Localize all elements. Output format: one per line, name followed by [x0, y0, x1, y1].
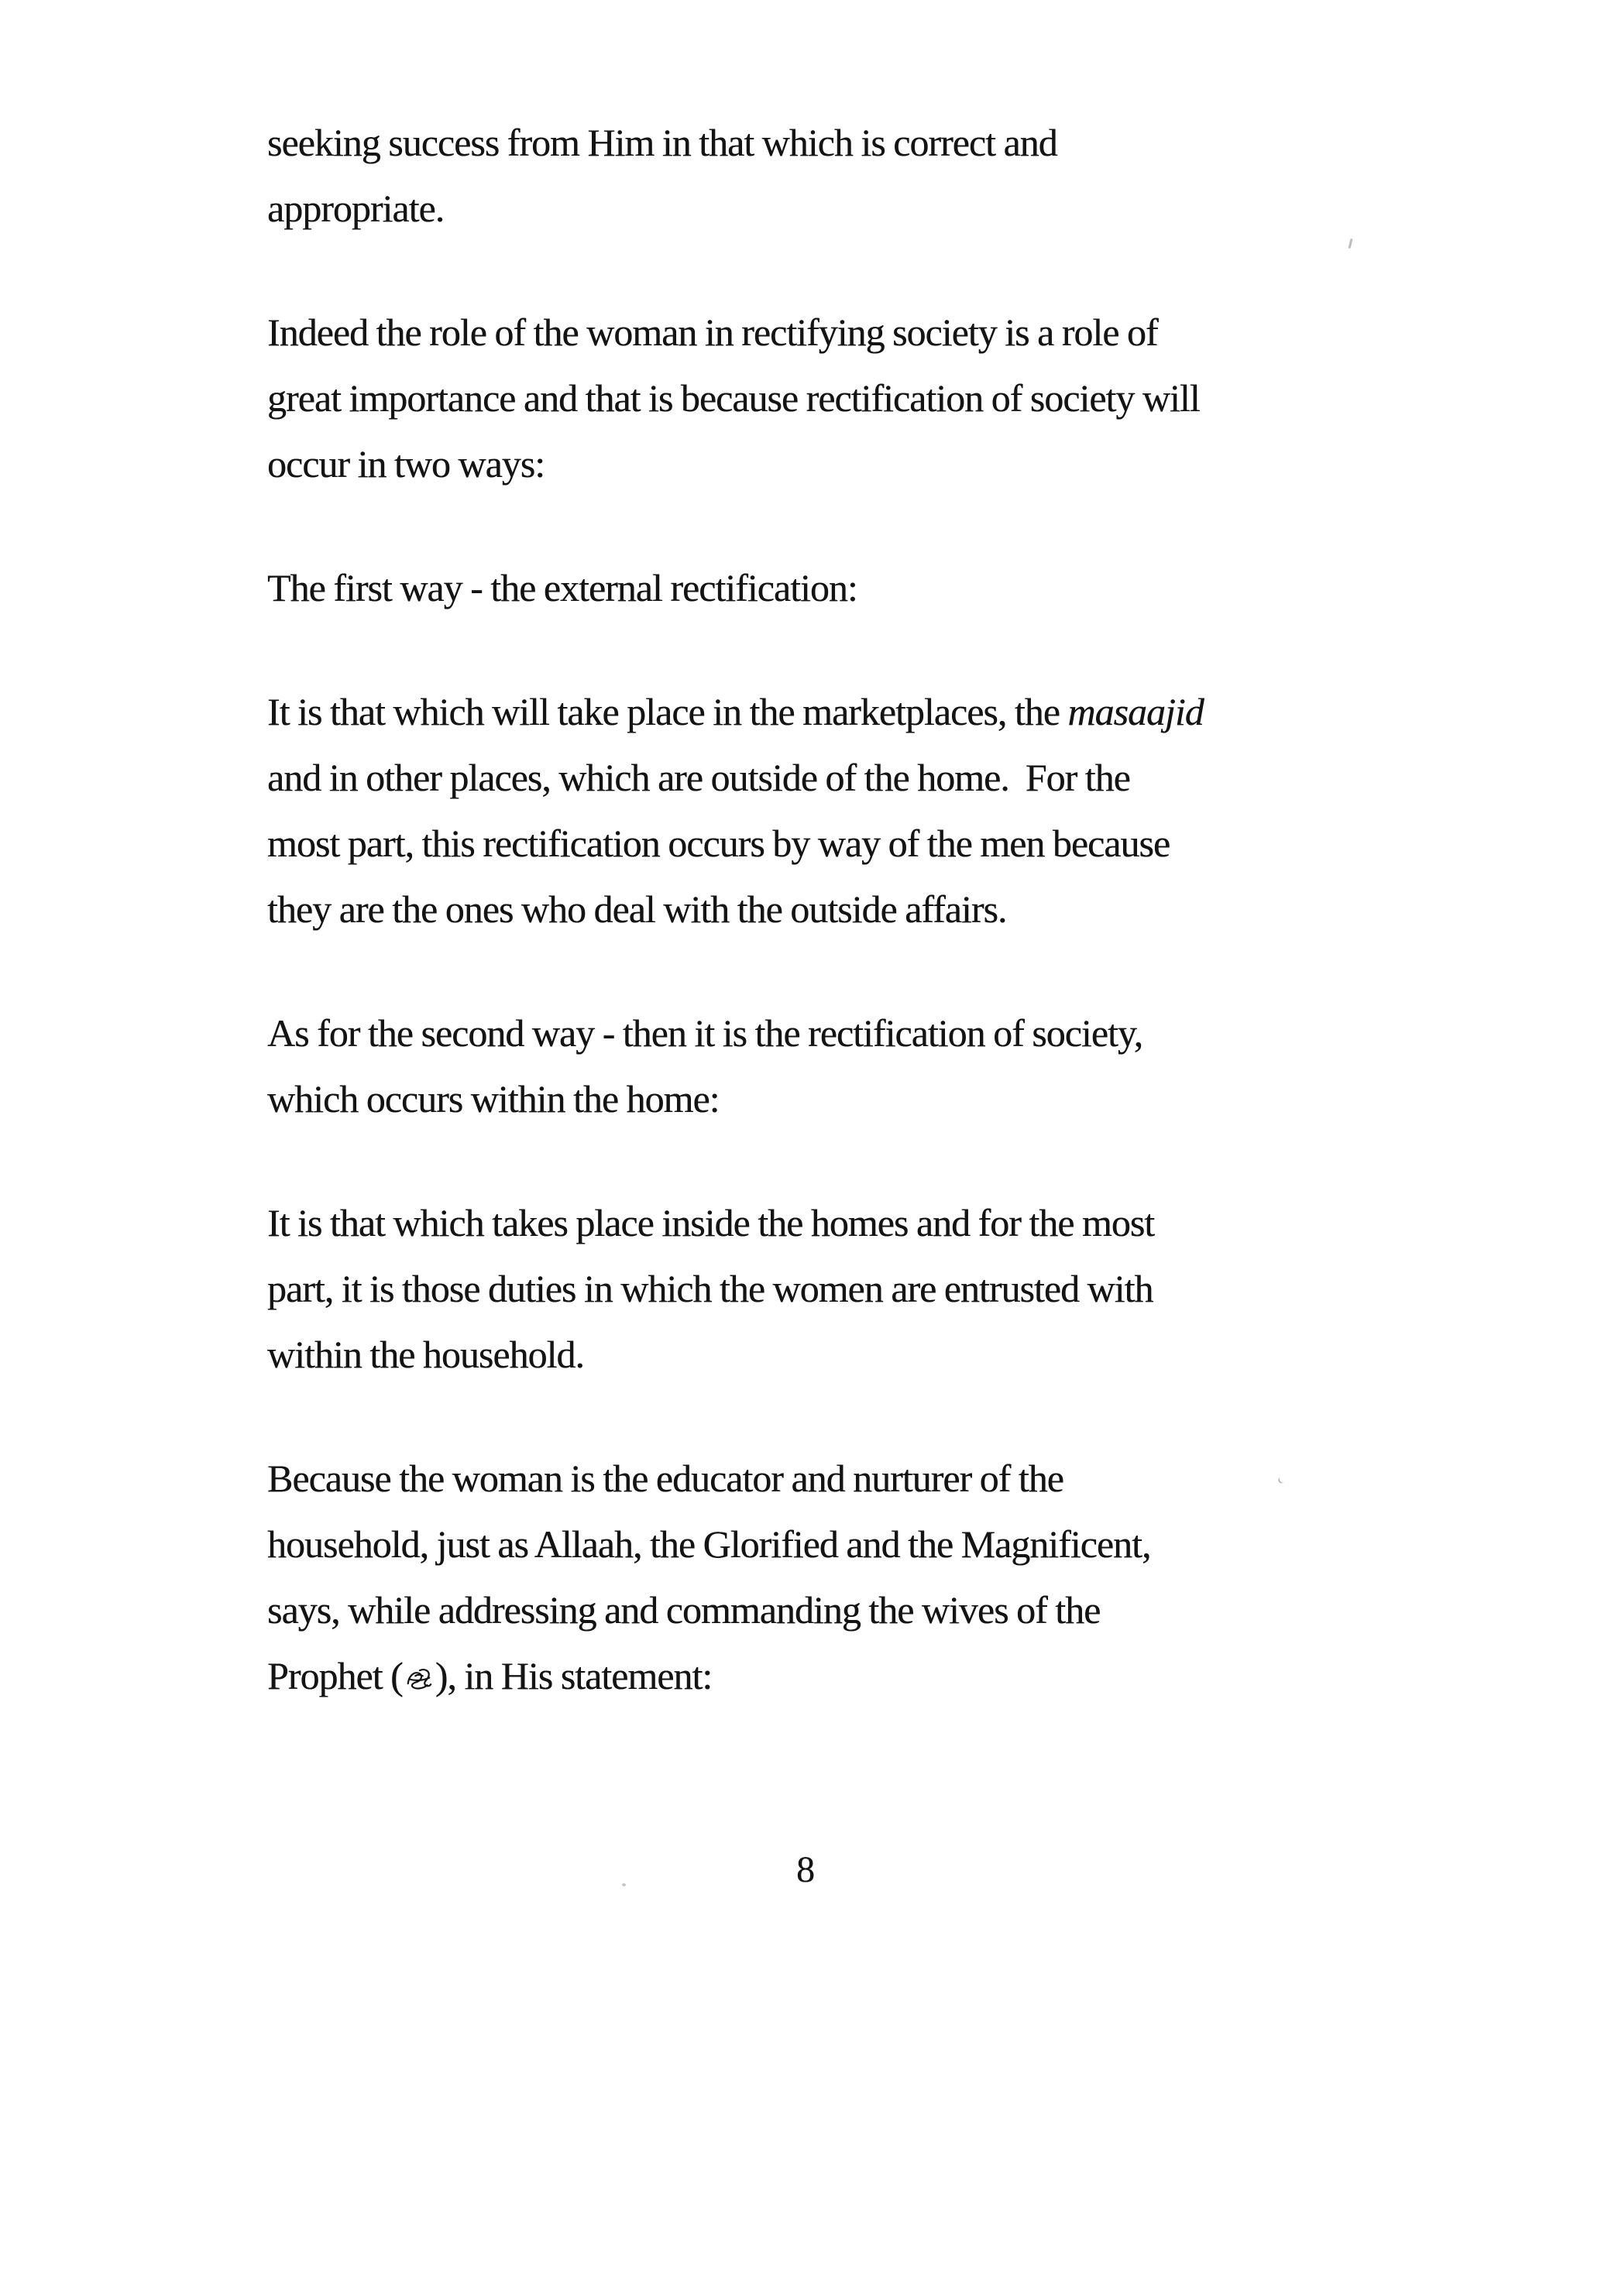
text-line: part, it is those duties in which the women are entrusted with — [267, 1267, 1153, 1310]
paragraph-external-rectification — [267, 679, 1476, 942]
paragraph-woman-educator — [267, 1446, 1476, 1709]
text-segment: ), in His statement: — [435, 1654, 713, 1697]
text-line: says, while addressing and commanding the wives of the — [267, 1588, 1101, 1632]
text-line: occur in two ways: — [267, 442, 545, 486]
text-segment: It is that which will take place in the marketplaces, the — [267, 690, 1068, 733]
text-line: within the household. — [267, 1333, 584, 1376]
text-line: As for the second way - then it is the rectification of society, — [267, 1011, 1143, 1055]
text-line: appropriate. — [267, 187, 445, 230]
paragraph-role-of-woman — [267, 300, 1476, 497]
sallallahu-alayhi-wasallam-icon — [404, 1666, 434, 1692]
italic-term-masaajid: masaajid — [1067, 690, 1204, 733]
text-line: It is that which takes place inside the homes and for the most — [267, 1201, 1155, 1244]
text-line: household, just as Allaah, the Glorified and the Magnificent, — [267, 1522, 1151, 1566]
text-line: Indeed the role of the woman in rectifying society is a role of — [267, 311, 1158, 354]
text-line: they are the ones who deal with the outside affairs. — [267, 887, 1007, 931]
paragraph-first-way-heading — [267, 555, 1476, 621]
text-line — [267, 679, 1476, 745]
text-segment: Prophet ( — [267, 1654, 403, 1697]
page-content — [267, 110, 1476, 1767]
text-line: Because the woman is the educator and nurturer of the — [267, 1457, 1063, 1500]
paragraph-internal-rectification — [267, 1190, 1476, 1388]
text-line: and in other places, which are outside of the home. For the — [267, 756, 1130, 799]
text-line: The first way - the external rectification: — [267, 566, 857, 609]
paragraph-second-way-heading — [267, 1000, 1476, 1132]
text-line — [267, 1643, 1476, 1709]
text-line: seeking success from Him in that which is correct and — [267, 121, 1057, 164]
paragraph-seeking-success — [267, 110, 1476, 242]
text-line: which occurs within the home: — [267, 1077, 720, 1121]
text-line: great importance and that is because rectification of society will — [267, 376, 1200, 420]
page-number: 8 — [796, 1849, 815, 1890]
text-line: most part, this rectification occurs by way of the men because — [267, 822, 1170, 865]
